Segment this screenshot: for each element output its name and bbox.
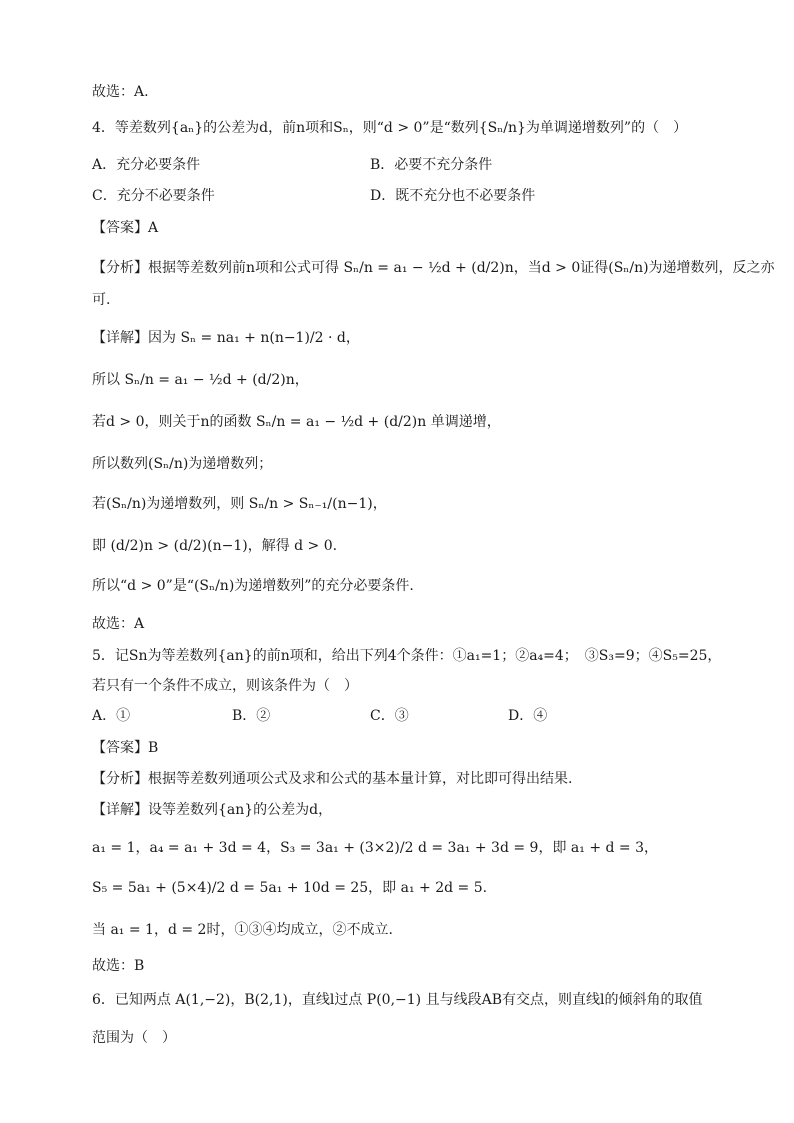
q5-analysis: 【分析】根据等差数列通项公式及求和公式的基本量计算，对比即可得出结果.: [92, 771, 573, 787]
q4-detail-5: 若(Sₙ/n)为递增数列，则 Sₙ/n > Sₙ₋₁/(n−1)，: [92, 496, 387, 512]
q4-analysis: 【分析】根据等差数列前n项和公式可得 Sₙ/n = a₁ − ½d + (d/2)n，当d > 0证得(Sₙ/n)为递增数列，反之亦: [92, 260, 775, 276]
q5-option-b: B．②: [232, 708, 271, 724]
q4-option-a: A．充分必要条件: [92, 157, 201, 173]
question-6-stem-cont: 范围为（ ）: [92, 1030, 176, 1046]
q4-detail-1: 【详解】因为 Sₙ = na₁ + n(n−1)/2 · d，: [92, 330, 360, 346]
q5-detail-4: 当 a₁ = 1，d = 2时，①③④均成立，②不成立.: [92, 922, 393, 938]
q4-analysis-cont: 可.: [92, 292, 111, 308]
q4-answer: 【答案】A: [92, 220, 159, 236]
question-5-stem: 5．记Sn为等差数列{an}的前n项和，给出下列4个条件：①a₁=1；②a₄=4； ③S₃=9；④S₅=25，: [92, 648, 722, 664]
q5-detail-1: 【详解】设等差数列{an}的公差为d，: [92, 802, 333, 818]
q4-choice: 故选：A: [92, 616, 145, 632]
q4-detail-2: 所以 Sₙ/n = a₁ − ½d + (d/2)n，: [92, 372, 309, 388]
q4-option-c: C．充分不必要条件: [92, 188, 215, 204]
q4-detail-7: 所以“d > 0”是“(Sₙ/n)为递增数列”的充分必要条件.: [92, 578, 414, 594]
q4-detail-6: 即 (d/2)n > (d/2)(n−1)，解得 d > 0.: [92, 538, 338, 554]
question-4-stem: 4．等差数列{aₙ}的公差为d，前n项和Sₙ，则“d > 0”是“数列{Sₙ/n}为单调递增数列”的（ ）: [92, 120, 688, 136]
q5-option-a: A．①: [92, 708, 131, 724]
question-5-stem-cont: 若只有一个条件不成立，则该条件为（ ）: [92, 678, 358, 694]
q4-option-d: D．既不充分也不必要条件: [370, 188, 536, 204]
q4-detail-3: 若d > 0，则关于n的函数 Sₙ/n = a₁ − ½d + (d/2)n 单调递增，: [92, 414, 501, 430]
q5-choice: 故选：B: [92, 958, 145, 974]
q5-option-d: D．④: [508, 708, 548, 724]
q4-detail-4: 所以数列(Sₙ/n)为递增数列；: [92, 456, 273, 472]
q5-option-c: C．③: [370, 708, 409, 724]
question-6-stem: 6．已知两点 A(1,−2)，B(2,1)，直线l过点 P(0,−1) 且与线段AB有交点，则直线l的倾斜角的取值: [92, 992, 703, 1008]
q5-detail-3: S₅ = 5a₁ + (5×4)/2 d = 5a₁ + 10d = 25，即 a₁ + 2d = 5.: [92, 880, 488, 896]
q4-option-b: B．必要不充分条件: [370, 157, 493, 173]
q5-answer: 【答案】B: [92, 740, 159, 756]
q5-detail-2: a₁ = 1，a₄ = a₁ + 3d = 4，S₃ = 3a₁ + (3×2)/2 d = 3a₁ + 3d = 9，即 a₁ + d = 3，: [92, 840, 658, 856]
prev-answer: 故选：A.: [92, 84, 149, 100]
